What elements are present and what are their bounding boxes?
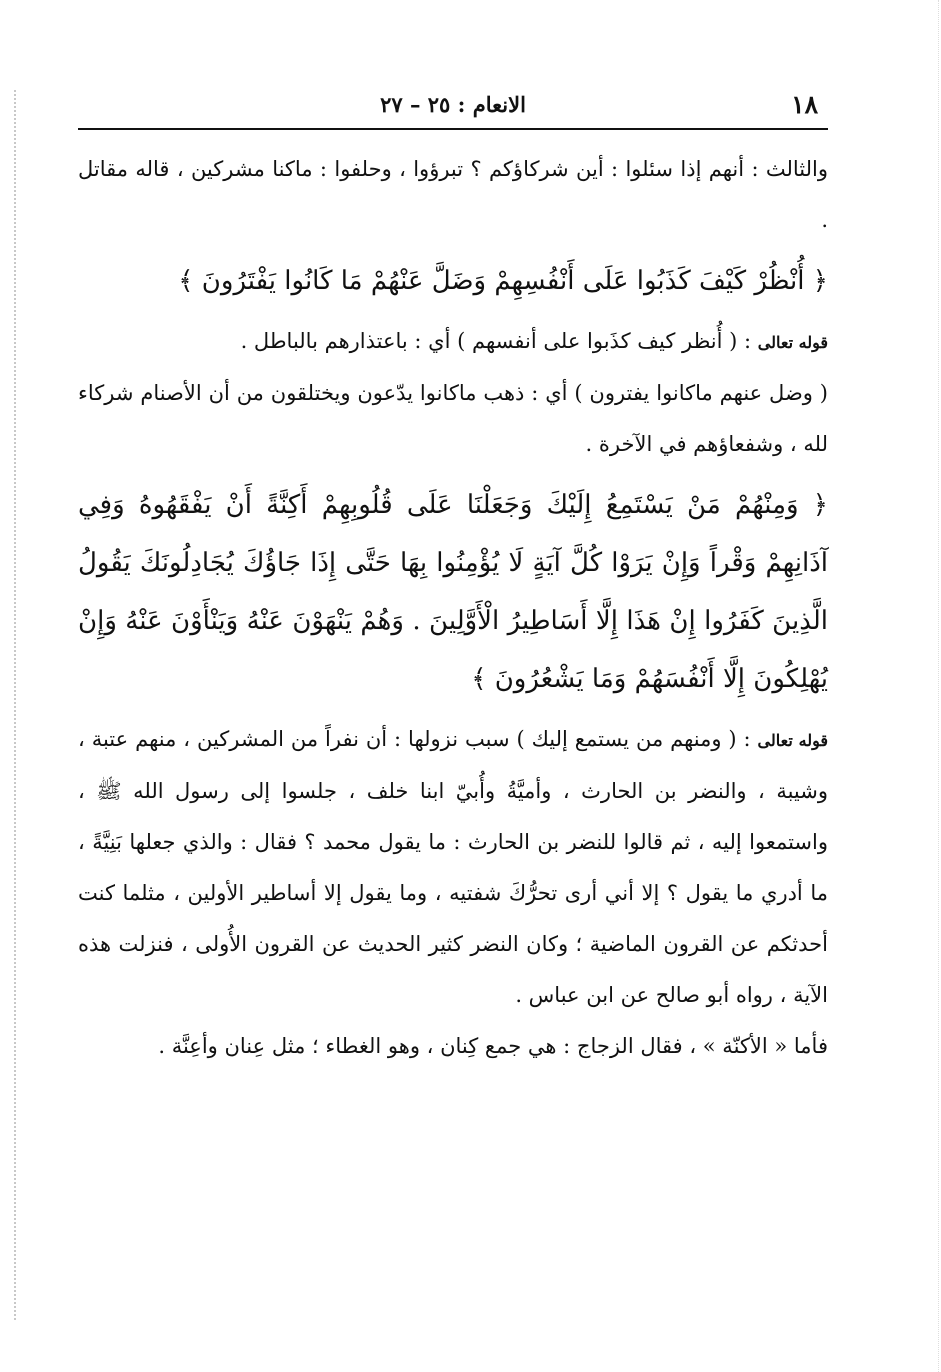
commentary-text: : ( ومنهم من يستمع إليك ) سبب نزولها : أن نفراً من المشركين ، منهم عتبة ، وشيبة ، والنضر بن الحارث ، وأميَّةُ وأُبيّ ابنا خلف ، جلسوا إلى رسول الله ﷺ ، واستمعوا إليه ، ثم قالوا للنضر بن الحارث : ما يقول محمد ؟ فقال : والذي جعلها بَنِيَّةً ، ما أدري ما يقول ؟ إلا أني أرى تحرُّكَ شفتيه ، وما يقول إلا أساطير الأولين ، مثلما كنت أحدثكم عن القرون الماضية ؛ وكان النضر كثير الحديث عن القرون الأُولى ، فنزلت هذه الآية ، رواه أبو صالح عن ابن عباس . [78, 727, 828, 1007]
running-title: الانعام : ٢٥ – ٢٧ [380, 92, 526, 117]
paragraph-third-opinion: والثالث : أنهم إذا سئلوا : أين شركاؤكم ؟ تبرؤوا ، وحلفوا : ماكنا مشركين ، قاله مقاتل . [78, 157, 828, 232]
commentary-verse-24-cont: ( وضل عنهم ماكانوا يفترون ) أي : ذهب ماكانوا يدّعون ويختلقون من أن الأصنام شركاء لله ، وشفعاؤهم في الآخرة . [78, 381, 828, 456]
quran-verse-25-26: ﴿ وَمِنْهُمْ مَنْ يَسْتَمِعُ إِلَيْكَ وَجَعَلْنَا عَلَى قُلُوبِهِمْ أَكِنَّةً أَنْ يَفْقَهُوهُ وَفِي آذَانِهِمْ وَقْراً وَإِنْ يَرَوْا كُلَّ آيَةٍ لَا يُؤْمِنُوا بِهَا حَتَّى إِذَا جَاؤُكَ يُجَادِلُونَكَ يَقُولُ الَّذِينَ كَفَرُوا إِنْ هَذَا إِلَّا أَسَاطِيرُ الْأَوَّلِينَ . وَهُمْ يَنْهَوْنَ عَنْهُ وَيَنْأَوْنَ عَنْهُ وَإِنْ يُهْلِكُونَ إِلَّا أَنْفُسَهُمْ وَمَا يَشْعُرُونَ ﴾ [78, 490, 828, 694]
scan-edge-dots [14, 90, 18, 1320]
page-body [78, 144, 828, 1072]
page-header [78, 84, 828, 124]
page-edge [936, 0, 939, 1372]
commentary-verse-25 [78, 714, 828, 1021]
commentary-lead: قوله تعالى [757, 731, 828, 750]
commentary-verse-24 [78, 316, 828, 368]
commentary-text: : ( أُنظر كيف كذَبوا على أنفسهم ) أي : باعتذارهم بالباطل . [240, 329, 758, 353]
header-rule [78, 128, 828, 130]
quran-verse-24: ﴿ أُنْظُرْ كَيْفَ كَذَبُوا عَلَى أَنْفُسِهِمْ وَضَلَّ عَنْهُمْ مَا كَانُوا يَفْتَرُونَ ﴾ [178, 266, 828, 296]
page-number: ١٨ [791, 90, 818, 119]
page [78, 84, 828, 1072]
commentary-akinna: فأما « الأكنّة » ، فقال الزجاج : هي جمع كِنان ، وهو الغطاء ؛ مثل عِنان وأعِنَّة . [158, 1034, 828, 1058]
commentary-lead: قوله تعالى [757, 333, 828, 352]
